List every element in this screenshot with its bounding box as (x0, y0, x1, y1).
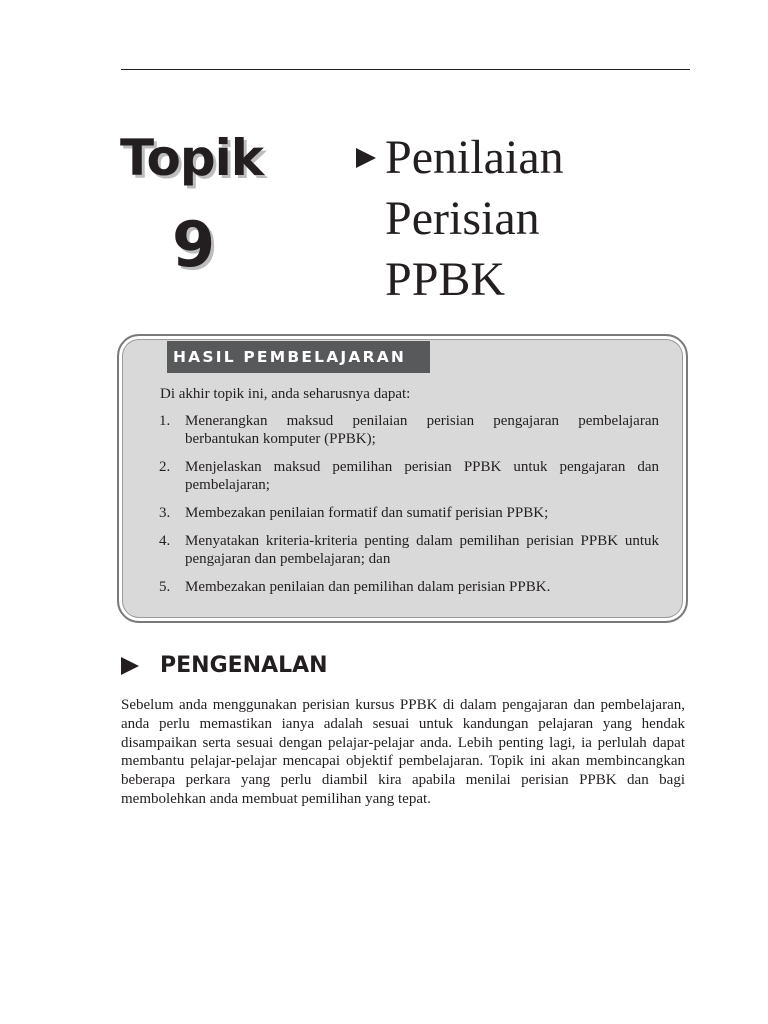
list-item (159, 578, 659, 596)
header-rule (121, 69, 690, 70)
topic-title-line: Penilaian (385, 131, 564, 184)
triangle-right-icon (120, 656, 140, 676)
intro-paragraph: Sebelum anda menggunakan perisian kursus PPBK di dalam pengajaran dan pembelajaran, anda perlu memastikan ianya adalah sesuai untuk kandungan pelajaran yang hendak disampaikan serta sesuai dengan pelajar-pelajar anda. Lebih penting lagi, ia perlulah dapat membantu pelajar-pelajar mencapai objektif pembelajaran. Topik ini akan membincangkan beberapa perkara yang perlu diambil kira apabila menilai perisian PPBK dan bagi membolehkan anda membuat pemilihan yang tepat. (121, 697, 685, 807)
topic-title-line: PPBK (385, 253, 506, 306)
list-item-number: 4. (159, 533, 171, 549)
list-item (159, 412, 659, 448)
learning-outcomes-intro: Di akhir topik ini, anda seharusnya dapat: (160, 386, 411, 402)
list-item (159, 458, 659, 494)
list-item-number: 1. (159, 413, 171, 429)
list-item (159, 532, 659, 568)
triangle-right-icon (354, 146, 378, 170)
learning-outcomes-list (159, 412, 659, 606)
list-item-text: Membezakan penilaian dan pemilihan dalam perisian PPBK. (185, 579, 551, 595)
list-item-text: Menjelaskan maksud pemilihan perisian PPBK untuk pengajaran dan pembelajaran; (185, 459, 659, 493)
list-item (159, 504, 659, 522)
list-item-text: Menyatakan kriteria-kriteria penting dalam pemilihan perisian PPBK untuk pengajaran dan pembelajaran; dan (185, 533, 659, 567)
list-item-text: Menerangkan maksud penilaian perisian pengajaran pembelajaran berbantukan komputer (PPBK); (185, 413, 659, 447)
topic-label: Topik (120, 129, 263, 187)
list-item-number: 2. (159, 459, 171, 475)
list-item-number: 3. (159, 505, 171, 521)
topic-number: 9 (172, 208, 216, 281)
section-heading: PENGENALAN (160, 653, 328, 678)
topic-title (385, 127, 564, 310)
list-item-text: Membezakan penilaian formatif dan sumatif perisian PPBK; (185, 505, 549, 521)
learning-outcomes-heading: HASIL PEMBELAJARAN (167, 341, 430, 373)
topic-title-line: Perisian (385, 192, 540, 245)
list-item-number: 5. (159, 579, 171, 595)
